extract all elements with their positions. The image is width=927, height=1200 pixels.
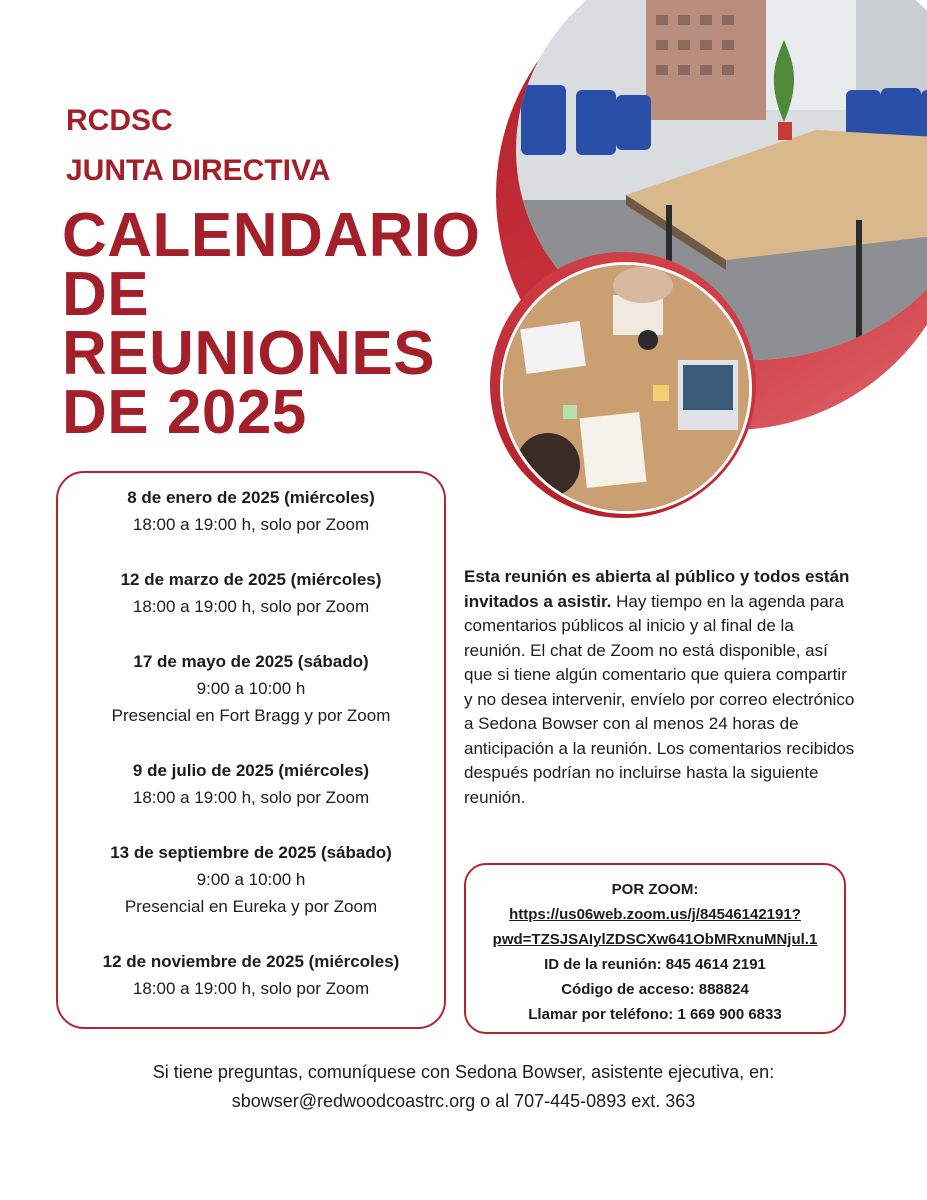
zoom-link-line2: pwd=TZSJSAIylZDSCXw641ObMRxnuMNjul.1 <box>492 931 818 948</box>
zoom-link[interactable] <box>466 902 844 952</box>
zoom-link-line1: https://us06web.zoom.us/j/84546142191? <box>509 906 801 923</box>
meeting-time: 18:00 a 19:00 h, solo por Zoom <box>132 788 370 807</box>
meeting-date: 12 de noviembre de 2025 (miércoles) <box>102 952 400 971</box>
meeting-location: Presencial en Fort Bragg y por Zoom <box>111 706 391 725</box>
meeting-time: 9:00 a 10:00 h <box>196 870 306 889</box>
zoom-phone: Llamar por teléfono: 1 669 900 6833 <box>528 1006 782 1023</box>
meeting-item <box>58 484 444 538</box>
page-title: CALENDARIO DE REUNIONES DE 2025 <box>62 201 481 447</box>
meeting-item <box>58 566 444 620</box>
meeting-date: 12 de marzo de 2025 (miércoles) <box>120 570 382 589</box>
meeting-time: 18:00 a 19:00 h, solo por Zoom <box>132 597 370 616</box>
zoom-details <box>464 863 846 1034</box>
contact-footer <box>0 1058 927 1116</box>
org-name: RCDSC <box>66 104 173 137</box>
footer-line1: Si tiene preguntas, comuníquese con Sedona Bowser, asistente ejecutiva, en: <box>152 1062 775 1082</box>
meeting-time: 9:00 a 10:00 h <box>196 679 306 698</box>
meeting-item <box>58 948 444 1002</box>
meeting-schedule <box>56 471 446 1029</box>
meeting-date: 9 de julio de 2025 (miércoles) <box>132 761 370 780</box>
organization-header <box>66 96 330 196</box>
meeting-time: 18:00 a 19:00 h, solo por Zoom <box>132 515 370 534</box>
meeting-date: 17 de mayo de 2025 (sábado) <box>133 652 369 671</box>
zoom-meeting-id: ID de la reunión: 845 4614 2191 <box>544 956 766 973</box>
meeting-item <box>58 839 444 920</box>
footer-contact: sbowser@redwoodcoastrc.org o al 707-445-0893 ext. 363 <box>231 1091 696 1111</box>
meeting-date: 13 de septiembre de 2025 (sábado) <box>110 843 392 862</box>
meeting-time: 18:00 a 19:00 h, solo por Zoom <box>132 979 370 998</box>
zoom-heading: POR ZOOM: <box>611 881 699 898</box>
info-body: Hay tiempo en la agenda para comentarios públicos al inicio y al final de la reunión. El chat de Zoom no está disponible, así que si tiene algún comentario que quiera compartir y no desea intervenir, envíelo por correo electrónico a Sedona Bowser con al menos 24 horas de anticipación a la reunión. Los comentarios recibidos después podrían no incluirse hasta la siguiente reunión. <box>464 591 855 807</box>
meeting-location: Presencial en Eureka y por Zoom <box>124 897 378 916</box>
meeting-item <box>58 648 444 729</box>
board-name: JUNTA DIRECTIVA <box>66 154 331 187</box>
meeting-item <box>58 757 444 811</box>
meeting-date: 8 de enero de 2025 (miércoles) <box>127 488 375 507</box>
public-meeting-info <box>464 565 859 810</box>
info-bold-intro: Esta reunión es abierta al público y todos están invitados a asistir. <box>464 567 850 611</box>
zoom-passcode: Código de acceso: 888824 <box>561 981 749 998</box>
desk-meeting-photo <box>500 262 752 514</box>
